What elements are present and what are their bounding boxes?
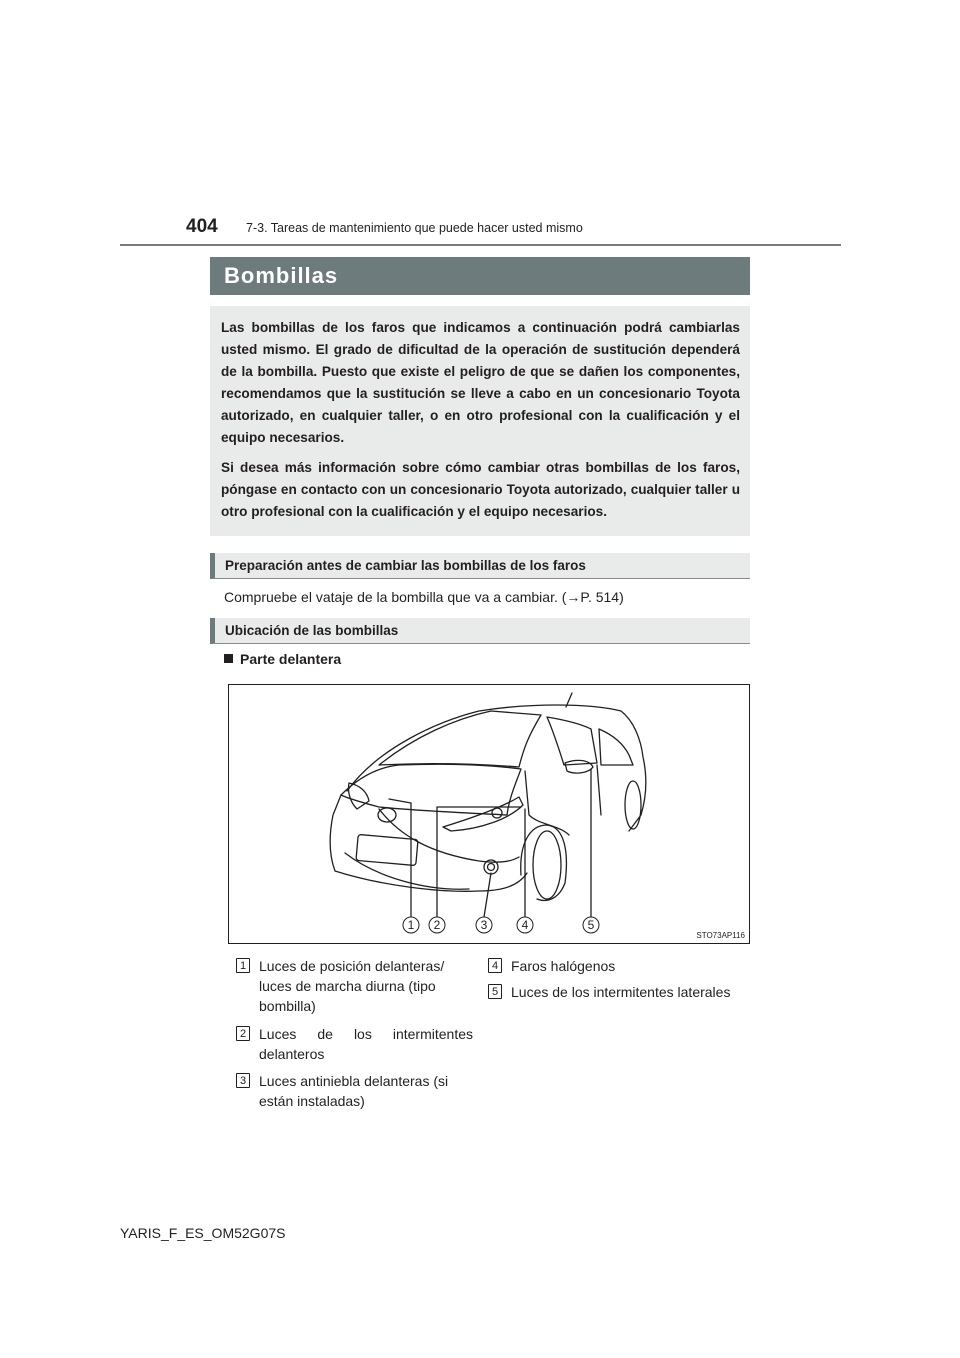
headlight-right — [443, 797, 523, 831]
lower-grille — [345, 853, 469, 889]
page-title: Bombillas — [210, 257, 750, 295]
preparation-text-main: Compruebe el vataje de la bombilla que va a cambiar. ( — [224, 589, 567, 605]
legend-text: Faros halógenos — [511, 958, 616, 974]
location-heading: Ubicación de las bombillas — [210, 618, 750, 644]
legend-number-badge: 5 — [488, 984, 502, 999]
side-window-rear — [599, 729, 633, 765]
intro-paragraph-2: Si desea más información sobre cómo cambiar otras bombillas de los faros, póngase en contacto con un concesionario Toyota autorizado, cualquier taller u otro profesional con la cualificación y el equipo necesarios. — [221, 460, 740, 519]
section-header: 7-3. Tareas de mantenimiento que puede hacer usted mismo — [246, 221, 583, 235]
license-plate — [356, 834, 418, 865]
preparation-heading: Preparación antes de cambiar las bombillas de los faros — [210, 553, 750, 579]
legend-number-badge: 4 — [488, 958, 502, 973]
callout-leader-2 — [437, 807, 521, 917]
callout-label-4: 4 — [521, 918, 529, 932]
callout-label-2: 2 — [433, 918, 441, 932]
front-bumper — [330, 795, 527, 891]
legend-number-badge: 3 — [236, 1073, 250, 1088]
legend-text: Luces de los intermitentes delanteros — [259, 1026, 473, 1062]
intro-box — [210, 306, 750, 536]
subsection-front — [224, 651, 341, 667]
callout-label-3: 3 — [480, 918, 488, 932]
windshield — [379, 711, 541, 767]
legend-text: Luces de los intermitentes laterales — [511, 984, 731, 1000]
side-mirror — [565, 760, 593, 773]
preparation-text — [224, 589, 624, 605]
callout-label-1: 1 — [407, 918, 415, 932]
door-line-rear — [597, 765, 601, 815]
square-bullet-icon — [224, 654, 233, 663]
legend-text: Luces de posición delanteras/ luces de marcha diurna (tipo bombilla) — [259, 958, 445, 1014]
front-wheel-arch — [521, 825, 567, 900]
legend-number-badge: 2 — [236, 1026, 250, 1041]
callout-leader-1 — [389, 799, 411, 917]
subsection-front-label: Parte delantera — [240, 651, 342, 667]
header-divider — [120, 244, 841, 246]
car-front-illustration — [228, 684, 750, 944]
callout-label-5: 5 — [587, 918, 595, 932]
legend-number-badge: 1 — [236, 958, 250, 973]
rear-wheel — [625, 781, 641, 829]
callout-leader-3 — [484, 873, 491, 917]
legend-text: Luces antiniebla delanteras (si están instaladas) — [259, 1073, 449, 1109]
fog-lamp-inner — [488, 864, 495, 871]
page-number: 404 — [186, 216, 218, 237]
headlight-bulb — [492, 808, 502, 818]
fascia-line — [379, 809, 519, 862]
front-wheel — [533, 831, 561, 899]
side-window-front — [547, 717, 597, 765]
car-drawing — [229, 685, 749, 943]
intro-paragraph-1: Las bombillas de los faros que indicamos a continuación podrá cambiarlas usted mismo. El grado de dificultad de la operación de sustitución dependerá de la bombilla. Puesto que existe el peligro de que se dañen los componentes, recomendamos que la sustitución se lleve a cabo en un concesionario Toyota autorizado, en cualquier taller, o en otro profesional con la cualificación y el equipo necesarios. — [221, 320, 740, 445]
page-reference-link[interactable]: P. 514) — [580, 589, 624, 605]
document-code-footer: YARIS_F_ES_OM52G07S — [120, 1225, 286, 1241]
headlight-left — [348, 783, 369, 809]
emblem — [378, 808, 396, 822]
figure-code: STO73AP116 — [696, 931, 745, 940]
arrow-icon: → — [566, 589, 581, 605]
